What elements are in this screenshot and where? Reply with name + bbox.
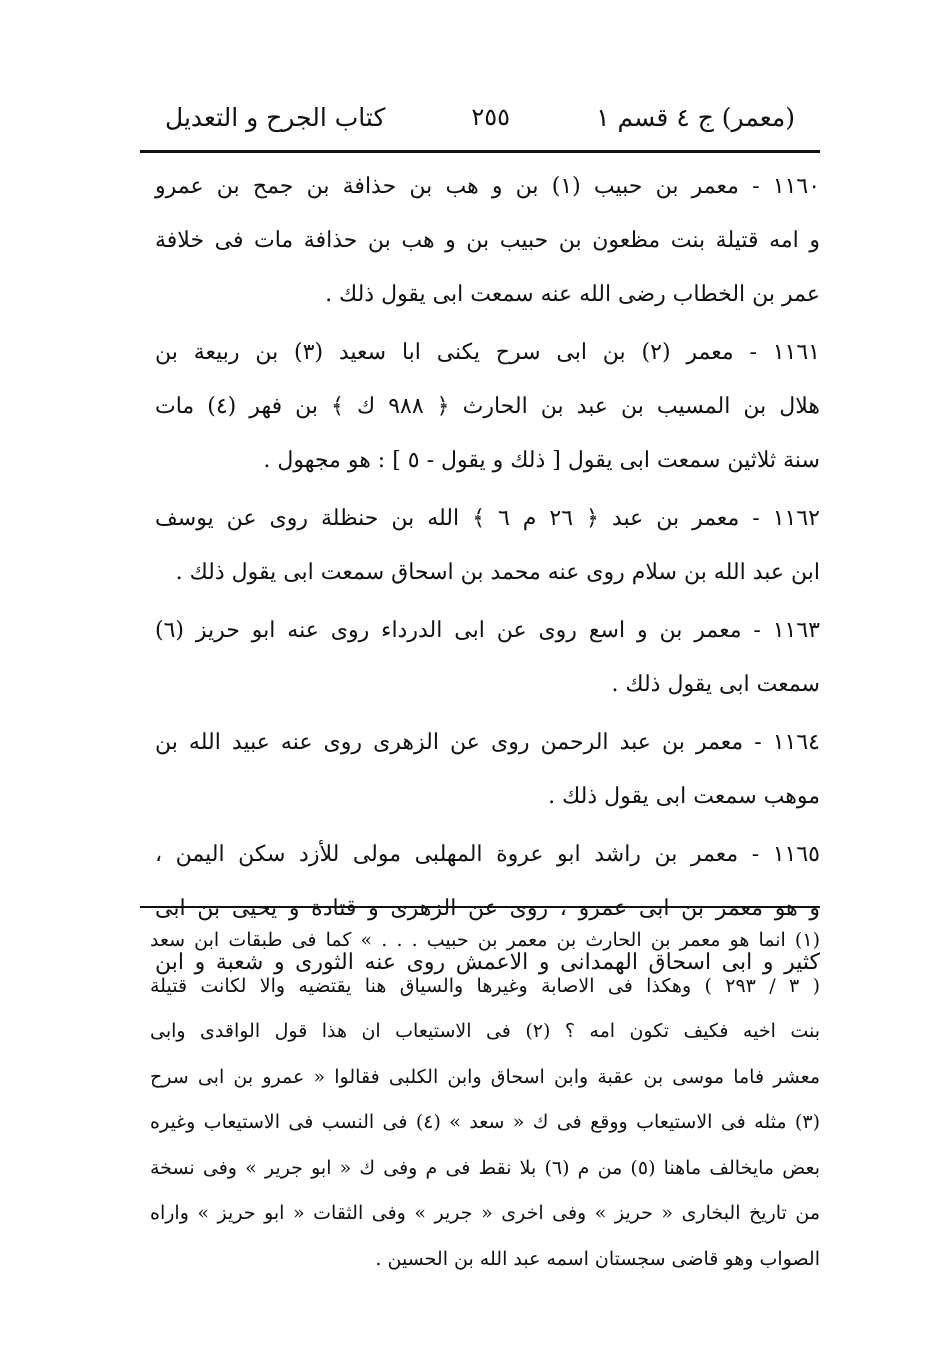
text-line: سمعت ابى يقول ذلك .: [611, 672, 820, 697]
text-line: و امه قتيلة بنت مظعون بن حبيب بن و هب بن حذافة مات فى خلافة: [155, 228, 820, 253]
text-line: موهب سمعت ابى يقول ذلك .: [548, 784, 820, 809]
text-line: سنة ثلاثين سمعت ابى يقول [ ذلك و يقول - ٥ ] : هو مجهول .: [263, 448, 820, 473]
footnote-line: معشر فاما موسى بن عقبة وابن اسحاق وابن الكلبى فقالوا « عمرو بن ابى سرح: [150, 1065, 820, 1088]
text-line: هلال بن المسيب بن عبد بن الحارث ﴿ ٩٨٨ ك ﴾ بن فهر (٤) مات: [155, 394, 820, 419]
text-line: ١١٦٤ - معمر بن عبد الرحمن روى عن الزهرى روى عنه عبيد الله بن: [155, 730, 820, 755]
text-line: ١١٦٣ - معمر بن و اسع روى عن ابى الدرداء روى عنه ابو حريز (٦): [155, 618, 820, 643]
footnote-line: بنت اخيه فكيف تكون امه ؟ (٢) فى الاستيعاب ان هذا قول الواقدى وابى: [150, 1020, 820, 1042]
book-title: كتاب الجرح و التعديل: [165, 102, 386, 132]
volume-label: (معمر) ج ٤ قسم ١: [596, 102, 795, 132]
footnote-rule: [140, 906, 820, 908]
entry-1160: [155, 160, 820, 322]
entry-1162: [155, 492, 820, 600]
footnotes: [150, 918, 820, 1282]
entry-1163: [155, 604, 820, 712]
text-line: عمر بن الخطاب رضى الله عنه سمعت ابى يقول ذلك .: [325, 282, 820, 307]
page-number: ٢٥٥: [471, 103, 511, 131]
footnote-line: الصواب وهو قاضى سجستان اسمه عبد الله بن الحسين .: [375, 1247, 820, 1270]
header-rule: [140, 150, 820, 153]
text-line: ابن عبد الله بن سلام روى عنه محمد بن اسحاق سمعت ابى يقول ذلك .: [175, 560, 820, 585]
main-text: [155, 160, 820, 990]
footnote-line: ( ٣ / ٢٩٣ ) وهكذا فى الاصابة وغيرها والسياق هنا يقتضيه والا لكانت قتيلة: [150, 974, 820, 997]
entry-1161: [155, 326, 820, 488]
text-line: ١١٦١ - معمر (٢) بن ابى سرح يكنى ابا سعيد (٣) بن ربيعة بن: [155, 340, 820, 365]
text-line: ١١٦٥ - معمر بن راشد ابو عروة المهلبى مولى للأزد سكن اليمن ،: [155, 842, 820, 867]
text-line: ١١٦٢ - معمر بن عبد ﴿ ٢٦ م ٦ ﴾ الله بن حنظلة روى عن يوسف: [155, 506, 820, 531]
text-line: كثير و ابى اسحاق الهمدانى و الاعمش روى عنه الثورى و شعبة و ابن: [155, 950, 820, 975]
footnote-line: بعض مايخالف ماهنا (٥) من م (٦) بلا نقط فى م وفى ك « ابو جرير » وفى نسخة: [150, 1156, 820, 1179]
footnote-line: من تاريخ البخارى « حريز » وفى اخرى « جرير » وفى الثقات « ابو حريز » واراه: [150, 1202, 820, 1224]
footnote-line: (٣) مثله فى الاستيعاب ووقع فى ك « سعد » (٤) فى النسب فى الاستيعاب وغيره: [150, 1111, 820, 1133]
running-header: [165, 92, 795, 142]
text-line: ١١٦٠ - معمر بن حبيب (١) بن و هب بن حذافة بن جمح بن عمرو: [155, 174, 821, 199]
text-line: و هو معمر بن ابى عمرو ، روى عن الزهرى و قتادة و يحيى بن ابى: [155, 896, 820, 921]
footnote-line: (١) انما هو معمر بن الحارث بن معمر بن حبيب . . . » كما فى طبقات ابن سعد: [150, 929, 820, 951]
entry-1164: [155, 716, 820, 824]
